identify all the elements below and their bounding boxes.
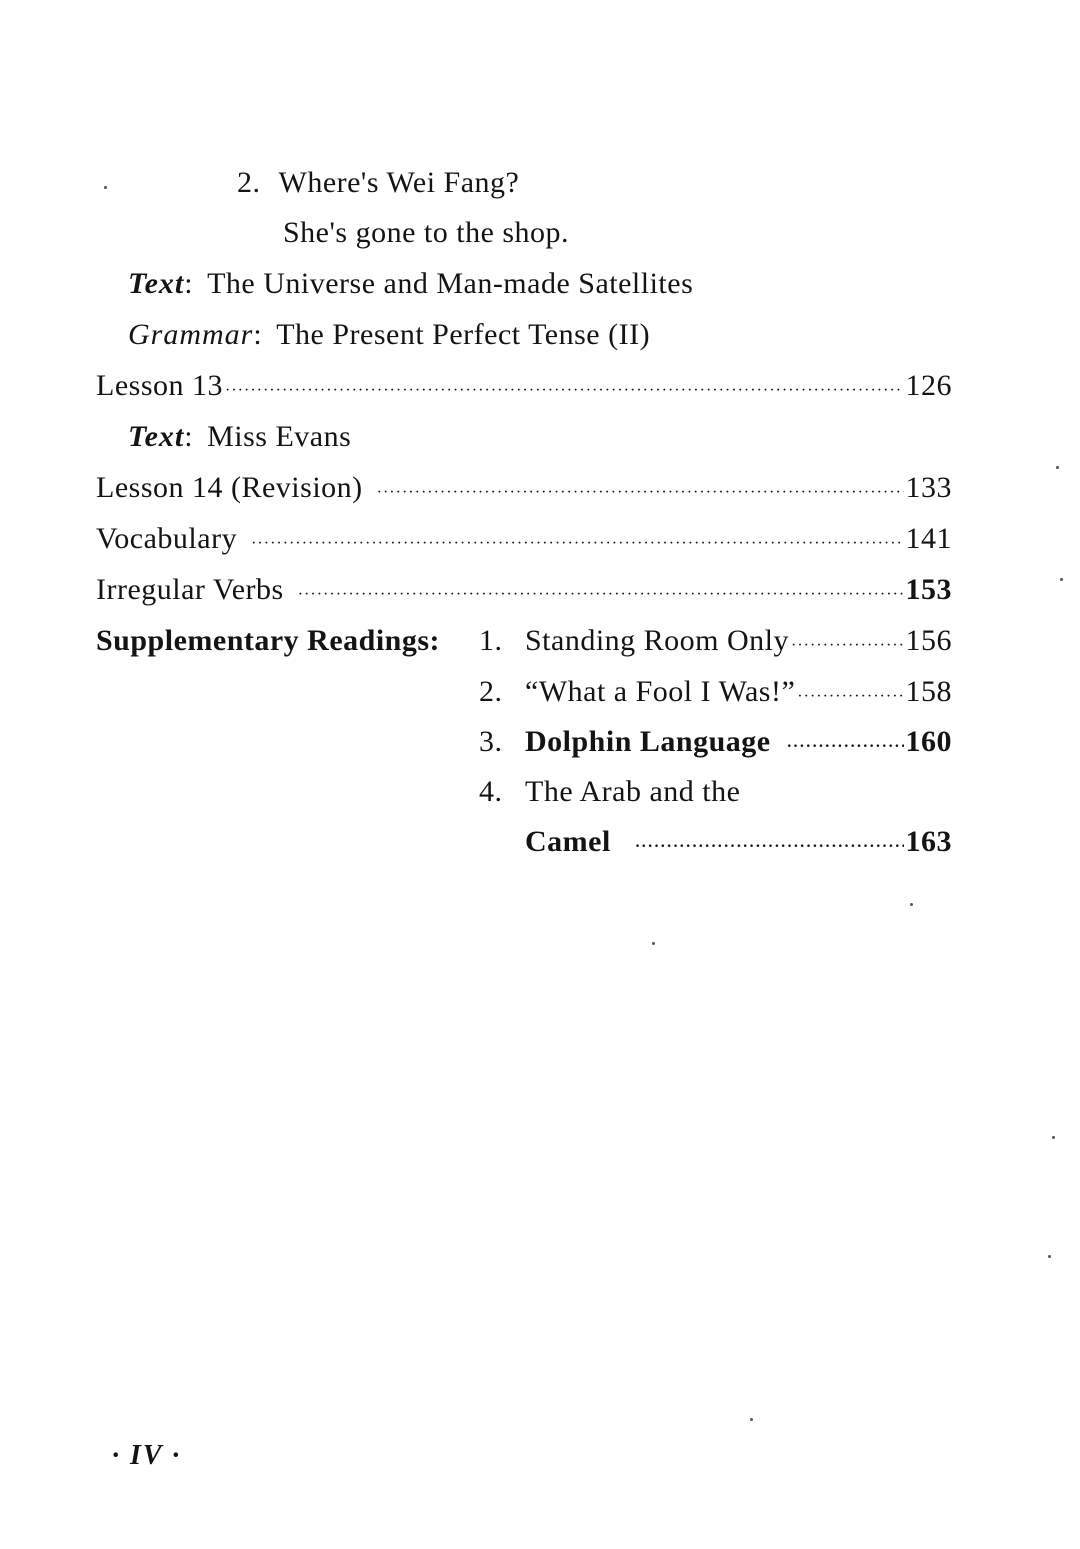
lesson12-grammar-title: The Present Perfect Tense (II) [276,318,651,351]
toc-page-number: 133 [905,471,952,504]
toc-row-irregular-verbs [96,572,952,613]
page-number-footer: · IV · [112,1440,182,1471]
toc-row-lesson13 [96,368,952,409]
toc-page-number: 126 [905,369,952,402]
example-sentence-number: 2. [237,166,261,199]
toc-row-vocabulary [96,521,952,562]
supplementary-item-3 [525,724,952,765]
supplementary-item-1 [525,623,952,664]
scan-speck [652,942,655,945]
leader-dots [791,628,903,664]
supplementary-item-page: 156 [905,624,952,657]
supplementary-item-number: 1. [479,624,503,657]
supplementary-item-4-title: The Arab and the [525,775,741,808]
text-label: Text [128,420,185,453]
example-answer-text: She's gone to the shop. [283,216,570,249]
leader-dots [377,475,904,511]
lesson12-text-title: The Universe and Man-made Satellites [207,267,694,300]
example-sentence-question [237,165,519,201]
lesson13-text-title: Miss Evans [207,420,352,453]
supplementary-item-title: Dolphin Language [525,725,771,758]
leader-dots [298,577,904,613]
supplementary-item-4-cont [525,824,952,865]
toc-page-number: 153 [905,573,952,606]
supplementary-item-page: 163 [905,825,952,858]
toc-title: Lesson 14 (Revision) [96,471,363,504]
example-question-text: Where's Wei Fang? [278,166,520,199]
text-label: Text [128,267,185,300]
grammar-label: Grammar [128,318,254,351]
scan-speck [1048,1255,1051,1258]
leader-dots [251,526,903,562]
lesson12-grammar-entry: Grammar: The Present Perfect Tense (II) [128,318,651,351]
supplementary-heading: Supplementary Readings: [96,624,441,657]
example-sentence-answer [283,215,569,251]
leader-dots [225,373,904,409]
leader-dots [797,679,903,715]
toc-page-number: 141 [905,522,952,555]
lesson12-text-entry: Text: The Universe and Man-made Satellites [128,267,694,300]
scan-speck [1056,466,1059,469]
supplementary-item-page: 160 [905,725,952,758]
toc-title: Lesson 13 [96,369,223,402]
supplementary-item-number: 2. [479,675,503,708]
scan-speck [910,903,913,906]
scan-speck [1060,578,1063,581]
supplementary-item-number: 3. [479,725,503,758]
supplementary-item-title-cont: Camel [525,825,611,858]
supplementary-item-title: “What a Fool I Was!” [525,675,796,708]
scan-speck [1052,1136,1055,1139]
supplementary-item-number: 4. [479,775,503,808]
scan-speck [750,1418,753,1421]
lesson13-text-entry: Text: Miss Evans [128,420,352,453]
toc-title: Vocabulary [96,522,238,555]
scan-speck [104,186,107,189]
toc-title: Irregular Verbs [96,573,284,606]
supplementary-item-title: Standing Room Only [525,624,790,657]
leader-dots [787,729,904,765]
toc-row-lesson14 [96,470,952,511]
supplementary-item-2 [525,674,952,715]
supplementary-item-page: 158 [905,675,952,708]
leader-dots [635,829,904,865]
